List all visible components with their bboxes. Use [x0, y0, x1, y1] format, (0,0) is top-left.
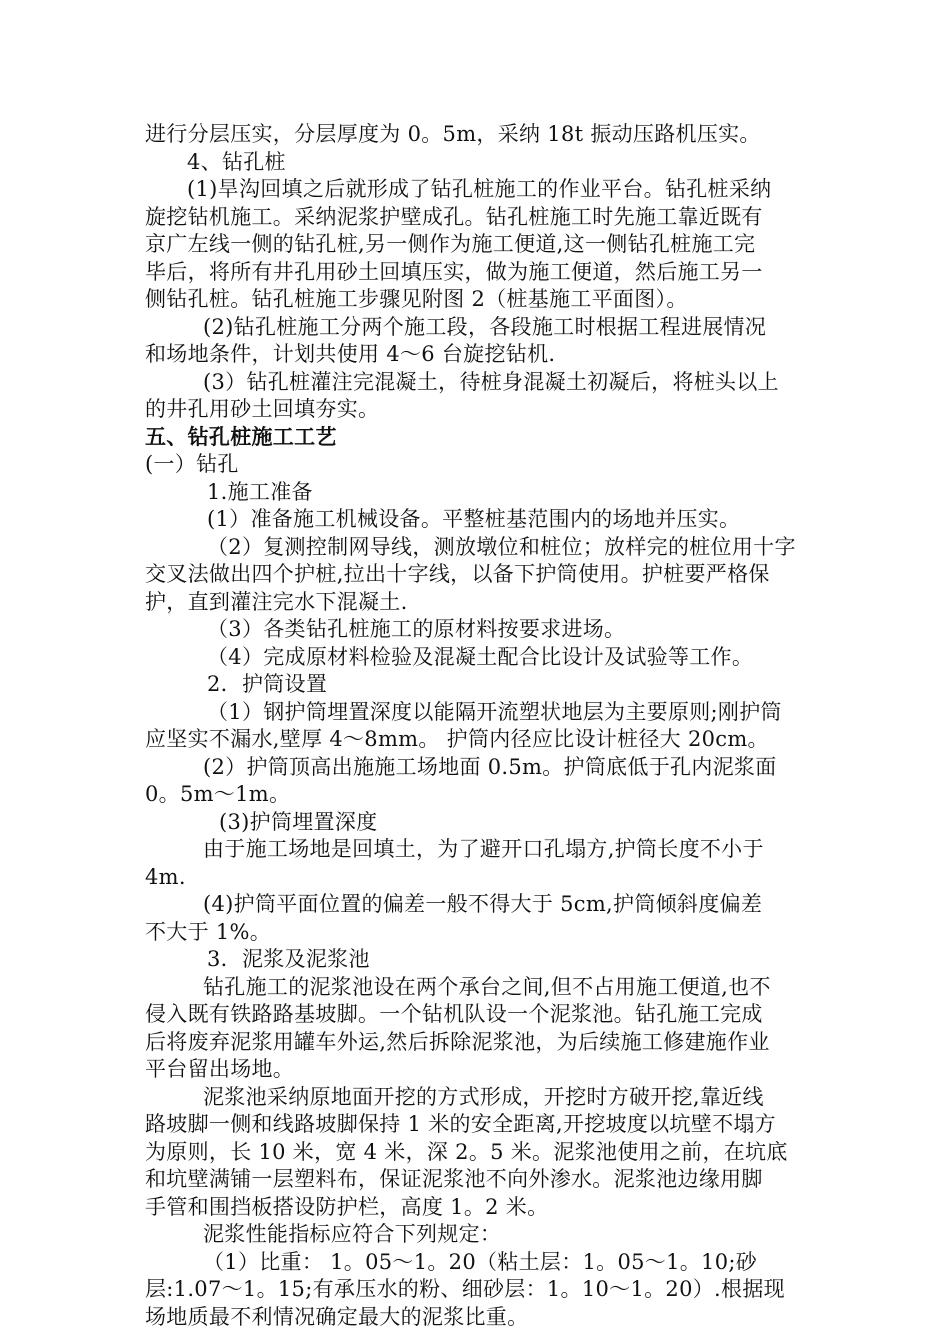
text-line: 由于施工场地是回填土，为了避开口孔塌方,护筒长度不小于 — [203, 837, 764, 861]
subsection-heading-casing: 2．护筒设置 — [207, 672, 328, 696]
text-line: 手管和围挡板搭设防护栏，高度 1。2 米。 — [145, 1194, 549, 1219]
chapter-heading: 五、钻孔桩施工工艺 — [145, 424, 337, 449]
text-line: (3）钻孔桩灌注完混凝土，待桩身混凝土初凝后，将桩头以上 — [203, 369, 779, 394]
text-line: (1)旱沟回填之后就形成了钻孔桩施工的作业平台。钻孔桩采纳 — [187, 177, 772, 201]
subsection-heading-preparation: 1.施工准备 — [207, 479, 313, 504]
text-line: （1）比重： 1。05～1。20（粘土层：1。05～1。10;砂 — [203, 1249, 758, 1274]
text-line: （4）完成原材料检验及混凝土配合比设计及试验等工作。 — [207, 644, 754, 669]
text-line: 应坚实不漏水,壁厚 4～8mm。 护筒内径应比设计桩径大 20cm。 — [145, 727, 769, 751]
text-line: (3)护筒埋置深度 — [219, 809, 378, 834]
text-line: (2)钻孔桩施工分两个施工段，各段施工时根据工程进展情况 — [203, 314, 767, 339]
text-line: 场地质最不利情况确定最大的泥浆比重。 — [145, 1304, 529, 1329]
text-line: 路坡脚一侧和线路坡脚保持 1 米的安全距离,开挖坡度以坑壁不塌方 — [145, 1112, 776, 1136]
text-line: 钻孔施工的泥浆池设在两个承台之间,但不占用施工便道,也不 — [203, 974, 771, 999]
text-line: （2）复测控制网导线，测放墩位和桩位；放样完的桩位用十字 — [207, 534, 796, 559]
text-line: 不大于 1%。 — [145, 919, 272, 944]
text-line: 毕后，将所有井孔用砂土回填压实，做为施工便道，然后施工另一 — [145, 259, 763, 284]
subsection-heading-drilling: (一）钻孔 — [145, 452, 239, 476]
text-line: 为原则，长 10 米，宽 4 米，深 2。5 米。泥浆池使用之前，在坑底 — [145, 1139, 788, 1164]
text-line: 的井孔用砂土回填夯实。 — [145, 397, 380, 421]
text-line: 交叉法做出四个护桩,拉出十字线，以备下护筒使用。护桩要严格保 — [145, 562, 770, 586]
text-line: （3）各类钻孔桩施工的原材料按要求进场。 — [207, 617, 626, 641]
subsection-heading-mud-pit: 3．泥浆及泥浆池 — [207, 947, 370, 971]
text-line: 泥浆性能指标应符合下列规定： — [203, 1222, 502, 1246]
text-line: 侵入既有铁路路基坡脚。一个钻机队设一个泥浆池。钻孔施工完成 — [145, 1002, 763, 1026]
text-line: 护，直到灌注完水下混凝土. — [145, 589, 408, 614]
text-line: 后将废弃泥浆用罐车外运,然后拆除泥浆池，为后续施工修建施作业 — [145, 1029, 770, 1054]
text-line: 京广左线一侧的钻孔桩,另一侧作为施工便道,这一侧钻孔桩施工完 — [145, 232, 756, 256]
text-line: (4)护筒平面位置的偏差一般不得大于 5cm,护筒倾斜度偏差 — [203, 892, 763, 916]
text-line: （1）钢护筒埋置深度以能隔开流塑状地层为主要原则;刚护筒 — [207, 699, 782, 724]
text-line: (1）准备施工机械设备。平整桩基范围内的场地并压实。 — [207, 507, 741, 531]
section-heading-drilled-pile: 4、钻孔桩 — [187, 149, 286, 174]
text-line: 和场地条件，计划共使用 4～6 台旋挖钻机. — [145, 342, 556, 366]
text-line: 4m. — [145, 864, 186, 889]
text-line: 旋挖钻机施工。采纳泥浆护壁成孔。钻孔桩施工时先施工靠近既有 — [145, 204, 763, 229]
text-line: (2）护筒顶高出施施工场地面 0.5m。护筒底低于孔内泥浆面 — [203, 754, 777, 779]
document-page — [145, 121, 809, 1331]
text-line: 0。5m～1m。 — [145, 782, 291, 806]
text-line: 侧钻孔桩。钻孔桩施工步骤见附图 2（桩基施工平面图）。 — [145, 287, 688, 311]
text-line: 泥浆池采纳原地面开挖的方式形成，开挖时方破开挖,靠近线 — [203, 1084, 764, 1109]
text-line: 和坑壁满铺一层塑料布，保证泥浆池不向外渗水。泥浆池边缘用脚 — [145, 1167, 763, 1191]
text-line: 层:1.07～1。15;有承压水的粉、细砂层：1。10～1。20）.根据现 — [145, 1277, 785, 1301]
text-line: 平台留出场地。 — [145, 1057, 295, 1081]
text-line: 进行分层压实，分层厚度为 0。5m，采纳 18t 振动压路机压实。 — [145, 122, 761, 146]
